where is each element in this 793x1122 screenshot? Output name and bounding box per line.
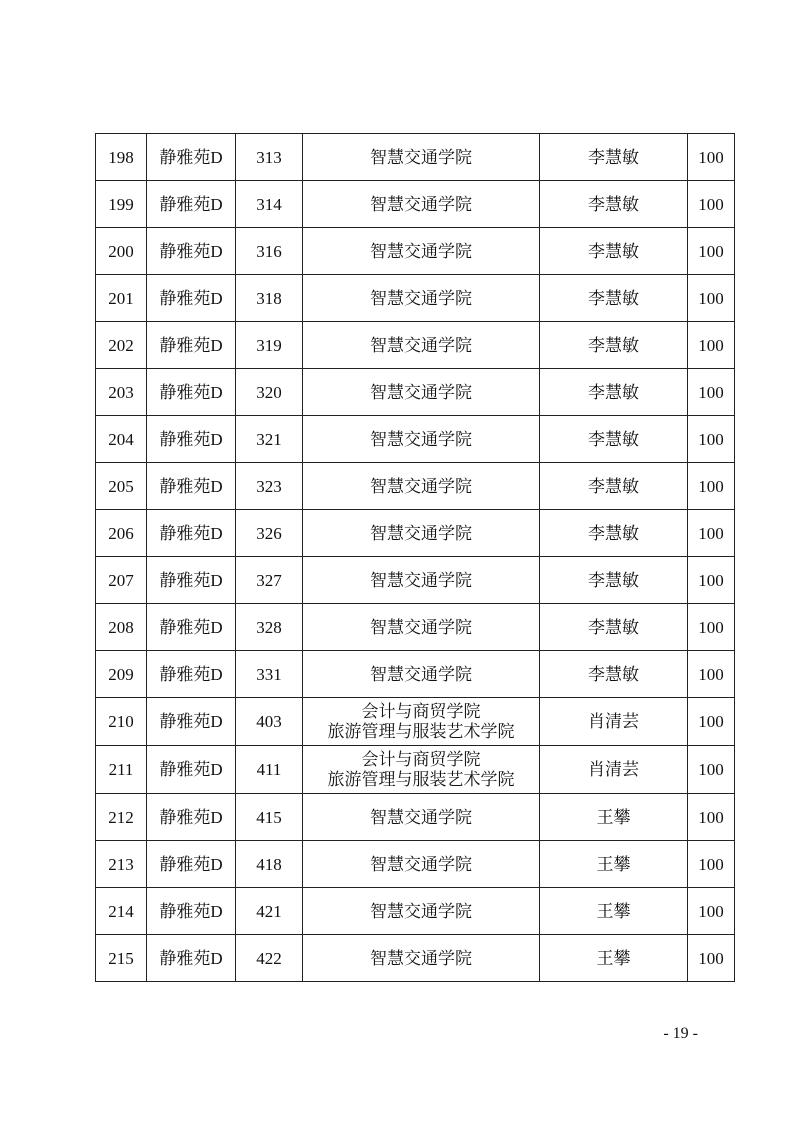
row-number-cell: 200 [96, 228, 147, 275]
responsible-person-cell: 李慧敏 [540, 557, 688, 604]
college-name: 智慧交通学院 [370, 948, 472, 968]
score-cell: 100 [688, 416, 735, 463]
building-cell: 静雅苑D [147, 746, 236, 794]
college-name: 智慧交通学院 [370, 429, 472, 449]
responsible-person-cell: 李慧敏 [540, 604, 688, 651]
college-name: 智慧交通学院 [370, 664, 472, 684]
score-cell: 100 [688, 228, 735, 275]
dormitory-score-table [95, 133, 735, 982]
college-name: 智慧交通学院 [370, 854, 472, 874]
table-row [96, 794, 735, 841]
building-cell: 静雅苑D [147, 322, 236, 369]
building-cell: 静雅苑D [147, 557, 236, 604]
row-number-cell: 202 [96, 322, 147, 369]
college-name: 智慧交通学院 [370, 241, 472, 261]
room-number-cell: 328 [236, 604, 303, 651]
college-cell [303, 651, 540, 698]
row-number-cell: 208 [96, 604, 147, 651]
score-cell: 100 [688, 746, 735, 794]
table-row [96, 557, 735, 604]
college-cell [303, 604, 540, 651]
row-number-cell: 207 [96, 557, 147, 604]
college-cell [303, 228, 540, 275]
responsible-person-cell: 李慧敏 [540, 134, 688, 181]
college-name: 智慧交通学院 [370, 147, 472, 167]
responsible-person-cell: 肖清芸 [540, 698, 688, 746]
responsible-person-cell: 李慧敏 [540, 228, 688, 275]
score-cell: 100 [688, 463, 735, 510]
college-cell [303, 557, 540, 604]
building-cell: 静雅苑D [147, 134, 236, 181]
building-cell: 静雅苑D [147, 510, 236, 557]
responsible-person-cell: 李慧敏 [540, 651, 688, 698]
college-name: 旅游管理与服装艺术学院 [327, 769, 515, 789]
building-cell: 静雅苑D [147, 181, 236, 228]
row-number-cell: 201 [96, 275, 147, 322]
college-cell [303, 746, 540, 794]
college-cell [303, 510, 540, 557]
responsible-person-cell: 李慧敏 [540, 275, 688, 322]
row-number-cell: 215 [96, 935, 147, 982]
score-cell: 100 [688, 794, 735, 841]
college-name: 智慧交通学院 [370, 335, 472, 355]
score-cell: 100 [688, 275, 735, 322]
college-name: 智慧交通学院 [370, 288, 472, 308]
college-cell [303, 888, 540, 935]
score-cell: 100 [688, 181, 735, 228]
college-cell [303, 935, 540, 982]
college-cell [303, 275, 540, 322]
table-row [96, 416, 735, 463]
table-row [96, 651, 735, 698]
room-number-cell: 319 [236, 322, 303, 369]
score-cell: 100 [688, 935, 735, 982]
college-name: 智慧交通学院 [370, 194, 472, 214]
building-cell: 静雅苑D [147, 888, 236, 935]
college-name: 会计与商贸学院 [361, 701, 481, 721]
college-name: 智慧交通学院 [370, 617, 472, 637]
college-name: 智慧交通学院 [370, 523, 472, 543]
table-row [96, 228, 735, 275]
building-cell: 静雅苑D [147, 698, 236, 746]
score-cell: 100 [688, 557, 735, 604]
room-number-cell: 327 [236, 557, 303, 604]
college-cell [303, 463, 540, 510]
room-number-cell: 323 [236, 463, 303, 510]
college-cell [303, 134, 540, 181]
college-name: 智慧交通学院 [370, 901, 472, 921]
building-cell: 静雅苑D [147, 935, 236, 982]
row-number-cell: 211 [96, 746, 147, 794]
college-cell [303, 322, 540, 369]
room-number-cell: 411 [236, 746, 303, 794]
responsible-person-cell: 李慧敏 [540, 322, 688, 369]
room-number-cell: 415 [236, 794, 303, 841]
table-body [96, 134, 735, 982]
room-number-cell: 318 [236, 275, 303, 322]
row-number-cell: 203 [96, 369, 147, 416]
responsible-person-cell: 李慧敏 [540, 181, 688, 228]
table-row [96, 935, 735, 982]
table-row [96, 463, 735, 510]
table-row [96, 322, 735, 369]
college-cell [303, 841, 540, 888]
score-cell: 100 [688, 369, 735, 416]
building-cell: 静雅苑D [147, 228, 236, 275]
room-number-cell: 418 [236, 841, 303, 888]
college-cell [303, 181, 540, 228]
row-number-cell: 210 [96, 698, 147, 746]
room-number-cell: 403 [236, 698, 303, 746]
college-cell [303, 794, 540, 841]
row-number-cell: 205 [96, 463, 147, 510]
row-number-cell: 206 [96, 510, 147, 557]
room-number-cell: 313 [236, 134, 303, 181]
responsible-person-cell: 王攀 [540, 888, 688, 935]
row-number-cell: 198 [96, 134, 147, 181]
room-number-cell: 314 [236, 181, 303, 228]
responsible-person-cell: 李慧敏 [540, 416, 688, 463]
row-number-cell: 199 [96, 181, 147, 228]
room-number-cell: 422 [236, 935, 303, 982]
room-number-cell: 331 [236, 651, 303, 698]
building-cell: 静雅苑D [147, 369, 236, 416]
room-number-cell: 321 [236, 416, 303, 463]
room-number-cell: 320 [236, 369, 303, 416]
table-row [96, 369, 735, 416]
room-number-cell: 316 [236, 228, 303, 275]
row-number-cell: 204 [96, 416, 147, 463]
table-row [96, 888, 735, 935]
college-cell [303, 369, 540, 416]
score-cell: 100 [688, 322, 735, 369]
table-row [96, 604, 735, 651]
responsible-person-cell: 王攀 [540, 841, 688, 888]
row-number-cell: 209 [96, 651, 147, 698]
building-cell: 静雅苑D [147, 275, 236, 322]
row-number-cell: 214 [96, 888, 147, 935]
table-row [96, 134, 735, 181]
building-cell: 静雅苑D [147, 651, 236, 698]
score-cell: 100 [688, 841, 735, 888]
college-name: 旅游管理与服装艺术学院 [327, 721, 515, 741]
college-name: 会计与商贸学院 [361, 749, 481, 769]
responsible-person-cell: 肖清芸 [540, 746, 688, 794]
building-cell: 静雅苑D [147, 416, 236, 463]
table-row [96, 275, 735, 322]
table-row [96, 181, 735, 228]
score-cell: 100 [688, 510, 735, 557]
score-cell: 100 [688, 698, 735, 746]
score-cell: 100 [688, 888, 735, 935]
room-number-cell: 421 [236, 888, 303, 935]
responsible-person-cell: 李慧敏 [540, 369, 688, 416]
building-cell: 静雅苑D [147, 794, 236, 841]
college-name: 智慧交通学院 [370, 476, 472, 496]
college-cell [303, 698, 540, 746]
building-cell: 静雅苑D [147, 604, 236, 651]
responsible-person-cell: 王攀 [540, 794, 688, 841]
score-cell: 100 [688, 604, 735, 651]
page-number: - 19 - [663, 1025, 698, 1042]
responsible-person-cell: 李慧敏 [540, 463, 688, 510]
score-cell: 100 [688, 134, 735, 181]
college-name: 智慧交通学院 [370, 382, 472, 402]
building-cell: 静雅苑D [147, 841, 236, 888]
row-number-cell: 213 [96, 841, 147, 888]
table-row [96, 746, 735, 794]
college-name: 智慧交通学院 [370, 570, 472, 590]
responsible-person-cell: 王攀 [540, 935, 688, 982]
table-row [96, 510, 735, 557]
college-cell [303, 416, 540, 463]
building-cell: 静雅苑D [147, 463, 236, 510]
score-cell: 100 [688, 651, 735, 698]
college-name: 智慧交通学院 [370, 807, 472, 827]
row-number-cell: 212 [96, 794, 147, 841]
table-row [96, 698, 735, 746]
room-number-cell: 326 [236, 510, 303, 557]
responsible-person-cell: 李慧敏 [540, 510, 688, 557]
table-row [96, 841, 735, 888]
